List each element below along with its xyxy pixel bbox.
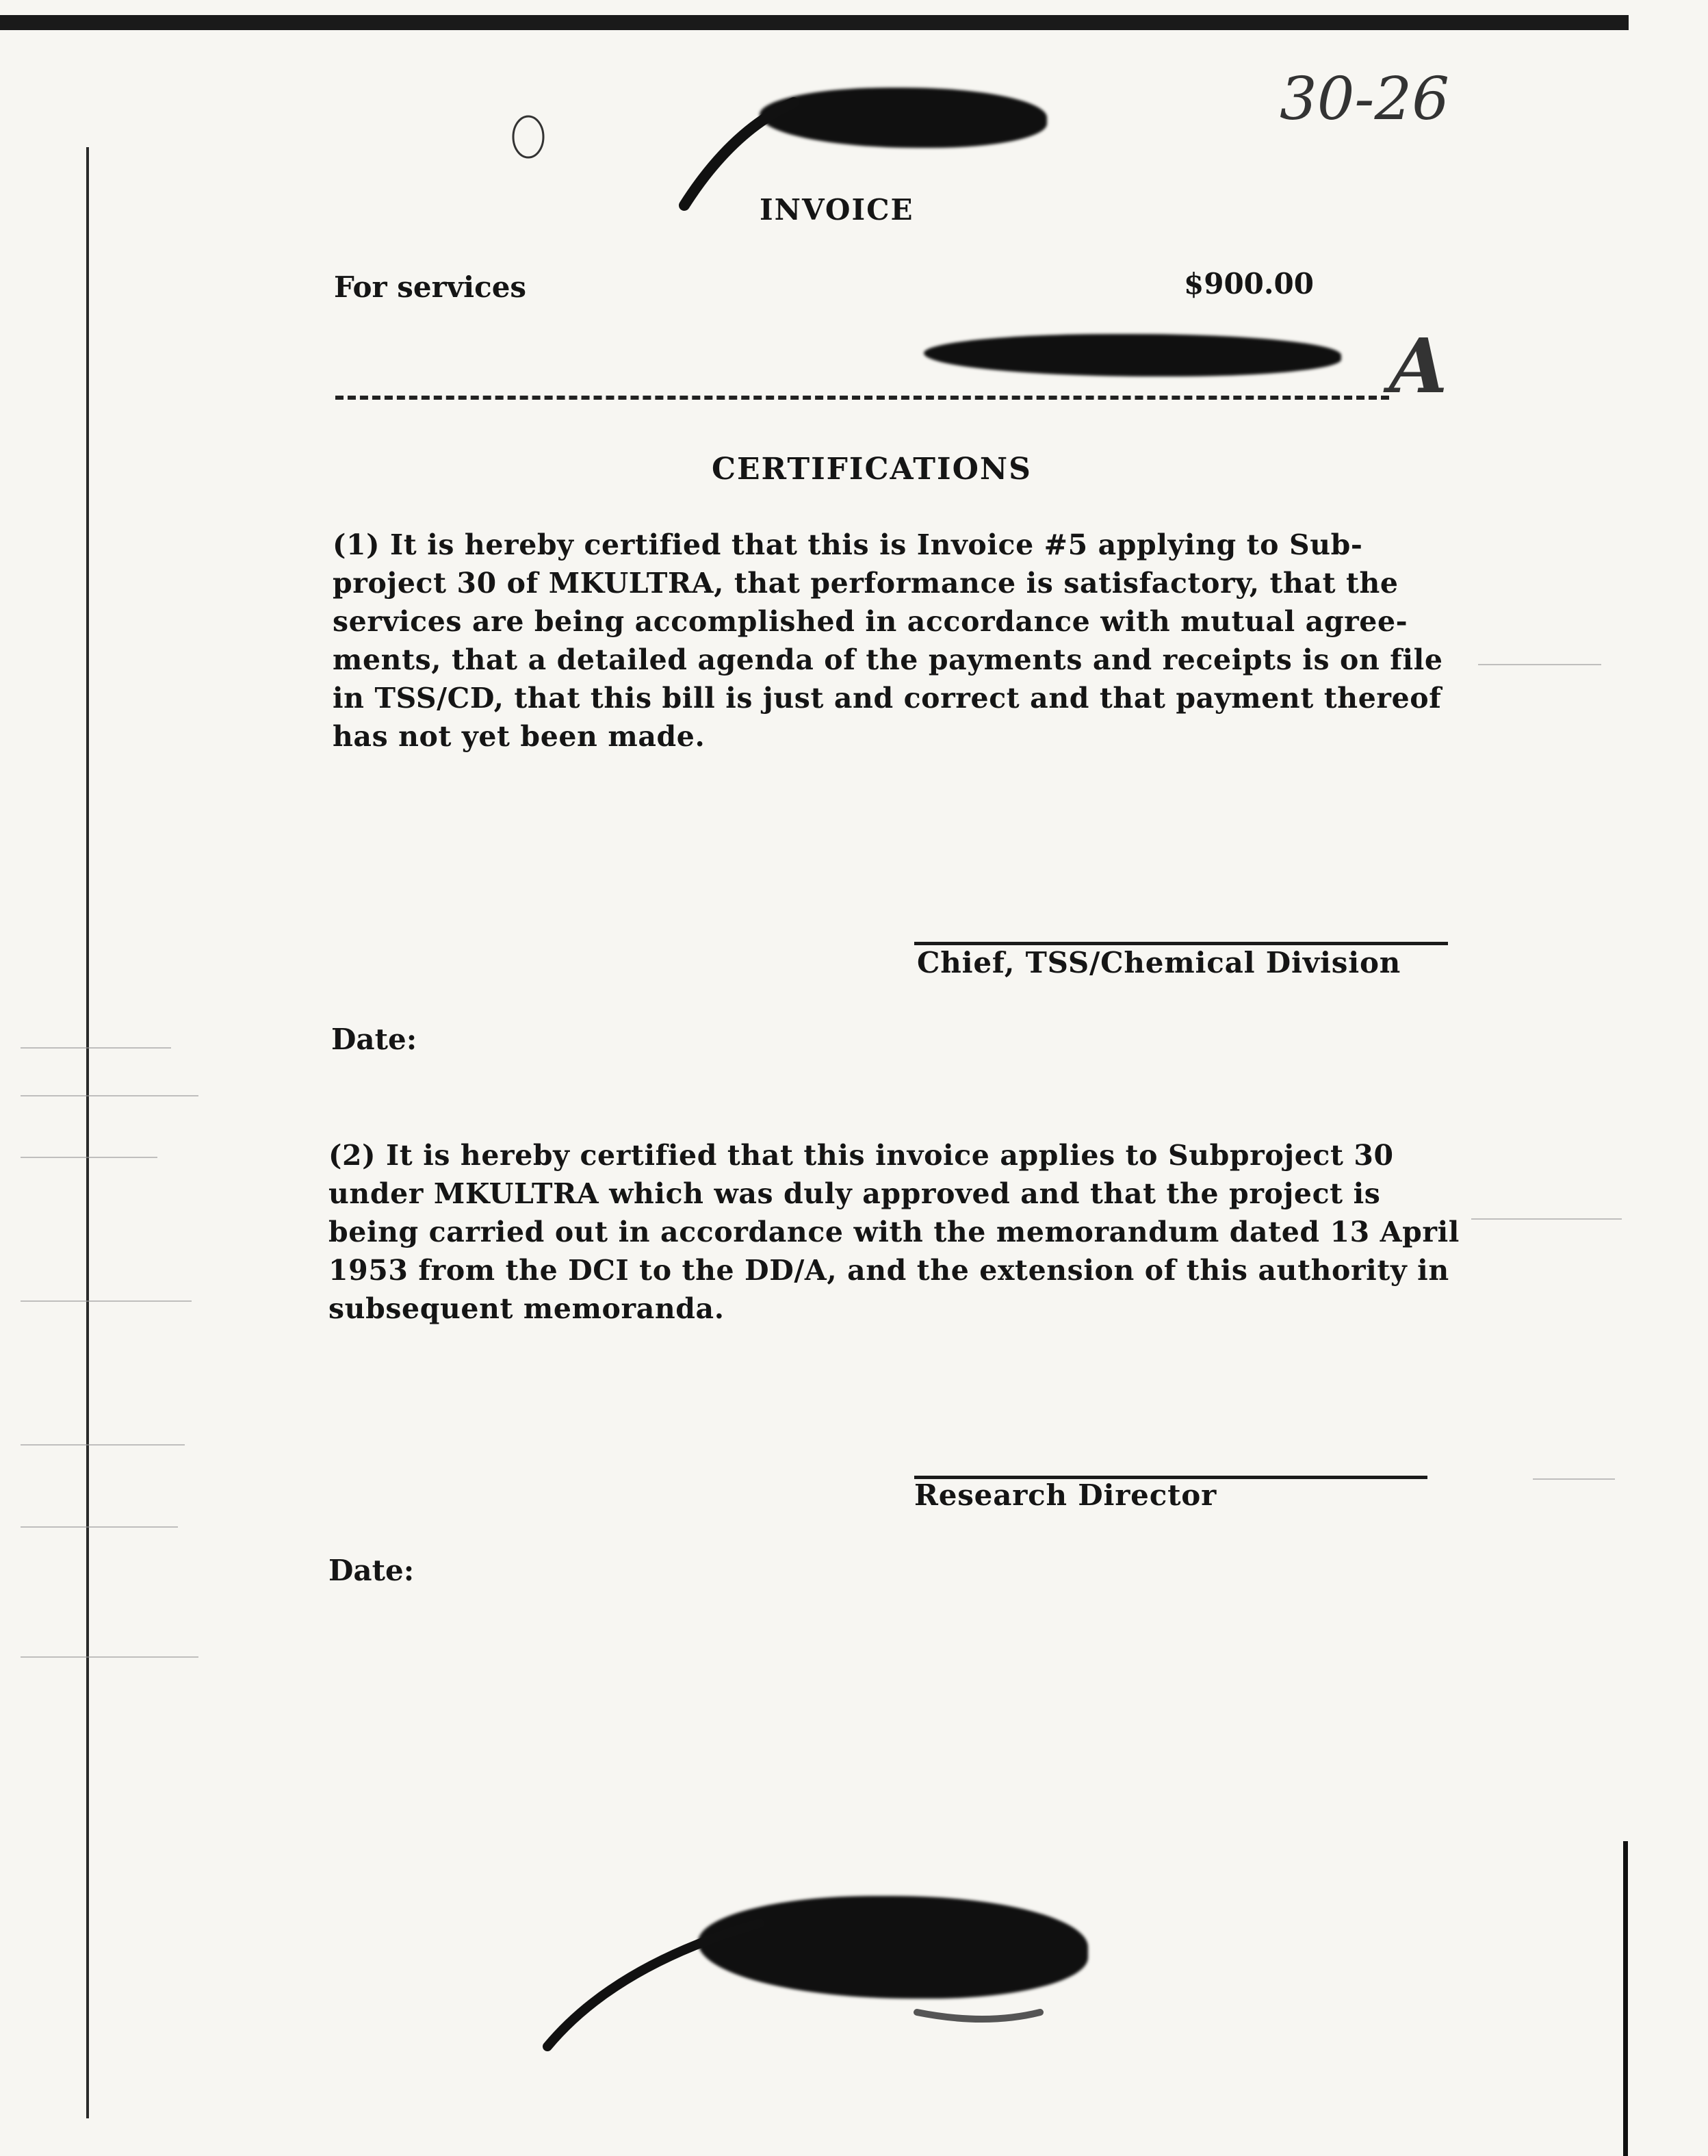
redaction-bottom-stroke xyxy=(534,1910,1054,2067)
scan-noise xyxy=(21,1157,157,1158)
cert1-line: in TSS/CD, that this bill is just and correct and that payment thereof xyxy=(333,682,1442,715)
scan-noise xyxy=(21,1300,192,1302)
cert1-line: ments, that a detailed agenda of the payments and receipts is on file xyxy=(333,643,1443,676)
scan-noise xyxy=(21,1095,198,1096)
cert2-line: (2) It is hereby certified that this invoice applies to Subproject 30 xyxy=(328,1139,1394,1172)
cert1-date-label: Date: xyxy=(331,1023,417,1056)
scan-noise xyxy=(1471,1218,1622,1220)
redaction-amount xyxy=(924,334,1341,376)
cert2-line: under MKULTRA which was duly approved and that the project is xyxy=(328,1177,1381,1210)
cert2-line: 1953 from the DCI to the DD/A, and the extension of this authority in xyxy=(328,1254,1449,1287)
separator-dashed-line xyxy=(335,396,1389,400)
cert2-date-label: Date: xyxy=(328,1554,415,1587)
handwritten-ref: 30-26 xyxy=(1280,65,1449,133)
handwritten-margin-mark: A xyxy=(1389,322,1448,410)
cert1-line: (1) It is hereby certified that this is Invoice #5 applying to Sub- xyxy=(333,528,1363,561)
invoice-amount: $900.00 xyxy=(1184,267,1314,300)
cert2-signatory: Research Director xyxy=(914,1478,1217,1512)
cert2-line: being carried out in accordance with the memorandum dated 13 April xyxy=(328,1216,1460,1248)
cert1-line: project 30 of MKULTRA, that performance is satisfactory, that the xyxy=(333,567,1399,600)
scan-noise xyxy=(1533,1478,1615,1480)
scan-noise xyxy=(21,1444,185,1446)
certifications-heading: CERTIFICATIONS xyxy=(712,452,1032,487)
cert1-signatory: Chief, TSS/Chemical Division xyxy=(917,946,1401,979)
circle-mark xyxy=(506,110,554,171)
scan-noise xyxy=(21,1047,171,1049)
cert1-signature-line xyxy=(914,942,1448,945)
cert2-paragraph xyxy=(328,1136,1460,1328)
invoice-line-label: For services xyxy=(334,270,527,304)
cert2-line: subsequent memoranda. xyxy=(328,1292,725,1325)
right-edge-rule xyxy=(1623,1841,1628,2156)
invoice-title: INVOICE xyxy=(760,193,914,227)
scan-noise xyxy=(21,1656,198,1658)
cert1-paragraph xyxy=(333,526,1443,756)
scan-noise xyxy=(1478,664,1601,665)
left-margin-rule xyxy=(86,147,89,2118)
scan-top-edge xyxy=(0,15,1629,30)
cert1-line: has not yet been made. xyxy=(333,720,706,753)
cert1-line: services are being accomplished in accordance with mutual agree- xyxy=(333,605,1408,638)
scan-noise xyxy=(21,1526,178,1528)
